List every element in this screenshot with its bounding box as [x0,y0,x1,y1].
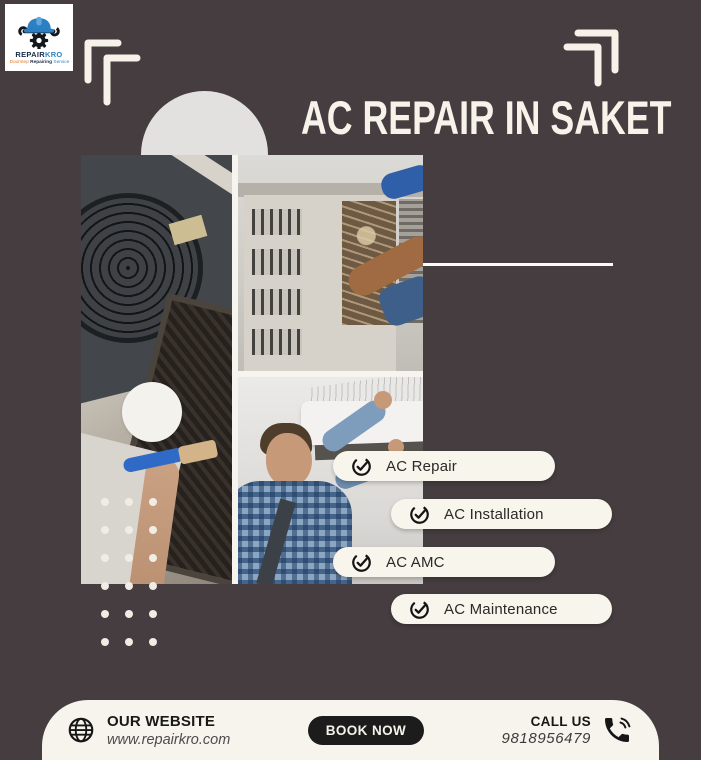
phone-icon [601,714,633,746]
service-pill-ac-repair[interactable] [333,451,555,481]
phone-number[interactable]: 9818956479 [501,729,591,747]
service-label: AC Installation [444,505,544,523]
check-circle-icon [350,455,373,478]
service-pill-ac-maintenance[interactable] [391,594,612,624]
check-circle-icon [408,598,431,621]
website-label: OUR WEBSITE [107,712,216,730]
corner-bracket-right-icon [558,26,622,88]
brand-logo [5,4,73,71]
photo-outdoor-unit-repair [238,155,423,371]
decor-circle-small [122,382,182,442]
service-pill-ac-amc[interactable] [333,547,555,577]
service-label: AC Maintenance [444,600,558,618]
service-label: AC AMC [386,553,445,571]
service-pill-ac-installation[interactable] [391,499,612,529]
check-circle-icon [408,503,431,526]
page-title: AC REPAIR IN SAKET [300,91,671,144]
call-label: CALL US [530,713,591,729]
footer-bar [42,700,659,760]
hardhat-gear-wrench-icon [16,11,62,49]
decor-dot-grid [101,498,157,646]
brand-name: REPAIRKRO [15,49,63,59]
corner-bracket-left-icon [80,36,142,106]
globe-icon [66,715,96,745]
decor-horizontal-line [423,263,613,266]
check-circle-icon [350,551,373,574]
call-group [502,714,633,747]
brand-tagline: Doorstep Repairing Service [9,58,69,65]
book-now-button[interactable]: BOOK NOW [308,716,424,745]
website-url[interactable]: www.repairkro.com [107,731,231,748]
website-group [66,713,230,748]
service-label: AC Repair [386,457,457,475]
